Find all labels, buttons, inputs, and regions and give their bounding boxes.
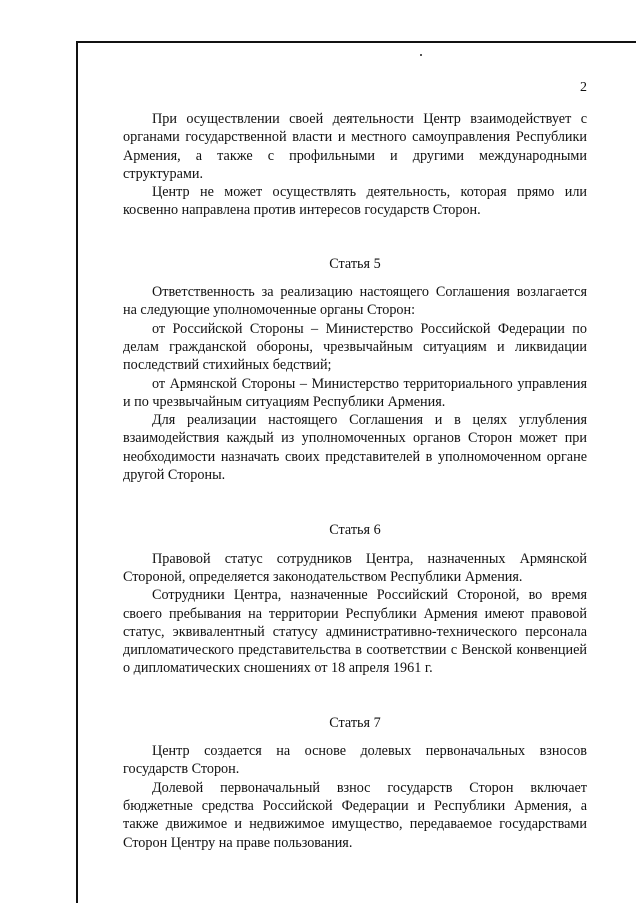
article-7-title: Статья 7 [329, 714, 381, 731]
page-frame-left-border [76, 41, 78, 903]
article-6-title: Статья 6 [329, 522, 381, 539]
article-5-title: Статья 5 [329, 255, 381, 272]
page-number: 2 [580, 80, 587, 95]
article-5-paragraph: Для реализации настоящего Соглашения и в целях углубления взаимодействия каждый из уполномоченных органов Сторон может при необходимости назначать своих представителей в уполномоченном органе другой Стороны. [123, 412, 587, 484]
intro-paragraph: При осуществлении своей деятельности Центр взаимодействует с органами государственной власти и местного самоуправления Республики Армения, а также с профильными и другими международными структурами. [123, 111, 587, 182]
article-5-paragraph: от Российской Стороны – Министерство Российской Федерации по делам гражданской обороны, чрезвычайным ситуациям и ликвидации последствий стихийных бедствий; [123, 320, 587, 374]
article-7-paragraph: Долевой первоначальный взнос государств Сторон включает бюджетные средства Российской Федерации и Республики Армения, а также движимое и недвижимое имущество, передаваемое государствами Сторон Центру на праве пользования. [123, 779, 587, 851]
intro-paragraph: Центр не может осуществлять деятельность, которая прямо или косвенно направлена против интересов государств Сторон. [123, 184, 587, 219]
article-5-paragraph: от Армянской Стороны – Министерство территориального управления и по чрезвычайным ситуациям Республики Армения. [123, 375, 587, 410]
page-frame-top-border [76, 41, 636, 43]
article-7-paragraph: Центр создается на основе долевых первоначальных взносов государств Сторон. [123, 743, 587, 778]
article-6-paragraph: Сотрудники Центра, назначенные Российский Стороной, во время своего пребывания на территории Республики Армения имеют правовой статус, эквивалентный статусу административно-технического персонала дипломатического представительства в соответствии с Венской конвенцией о дипломатических сношениях от 18 апреля 1961 г. [123, 587, 587, 677]
document-body [123, 110, 587, 852]
scan-speck [420, 54, 422, 56]
article-5-paragraph: Ответственность за реализацию настоящего Соглашения возлагается на следующие уполномоченные органы Сторон: [123, 284, 587, 319]
article-6-paragraph: Правовой статус сотрудников Центра, назначенных Армянской Стороной, определяется законодательством Республики Армения. [123, 550, 587, 585]
